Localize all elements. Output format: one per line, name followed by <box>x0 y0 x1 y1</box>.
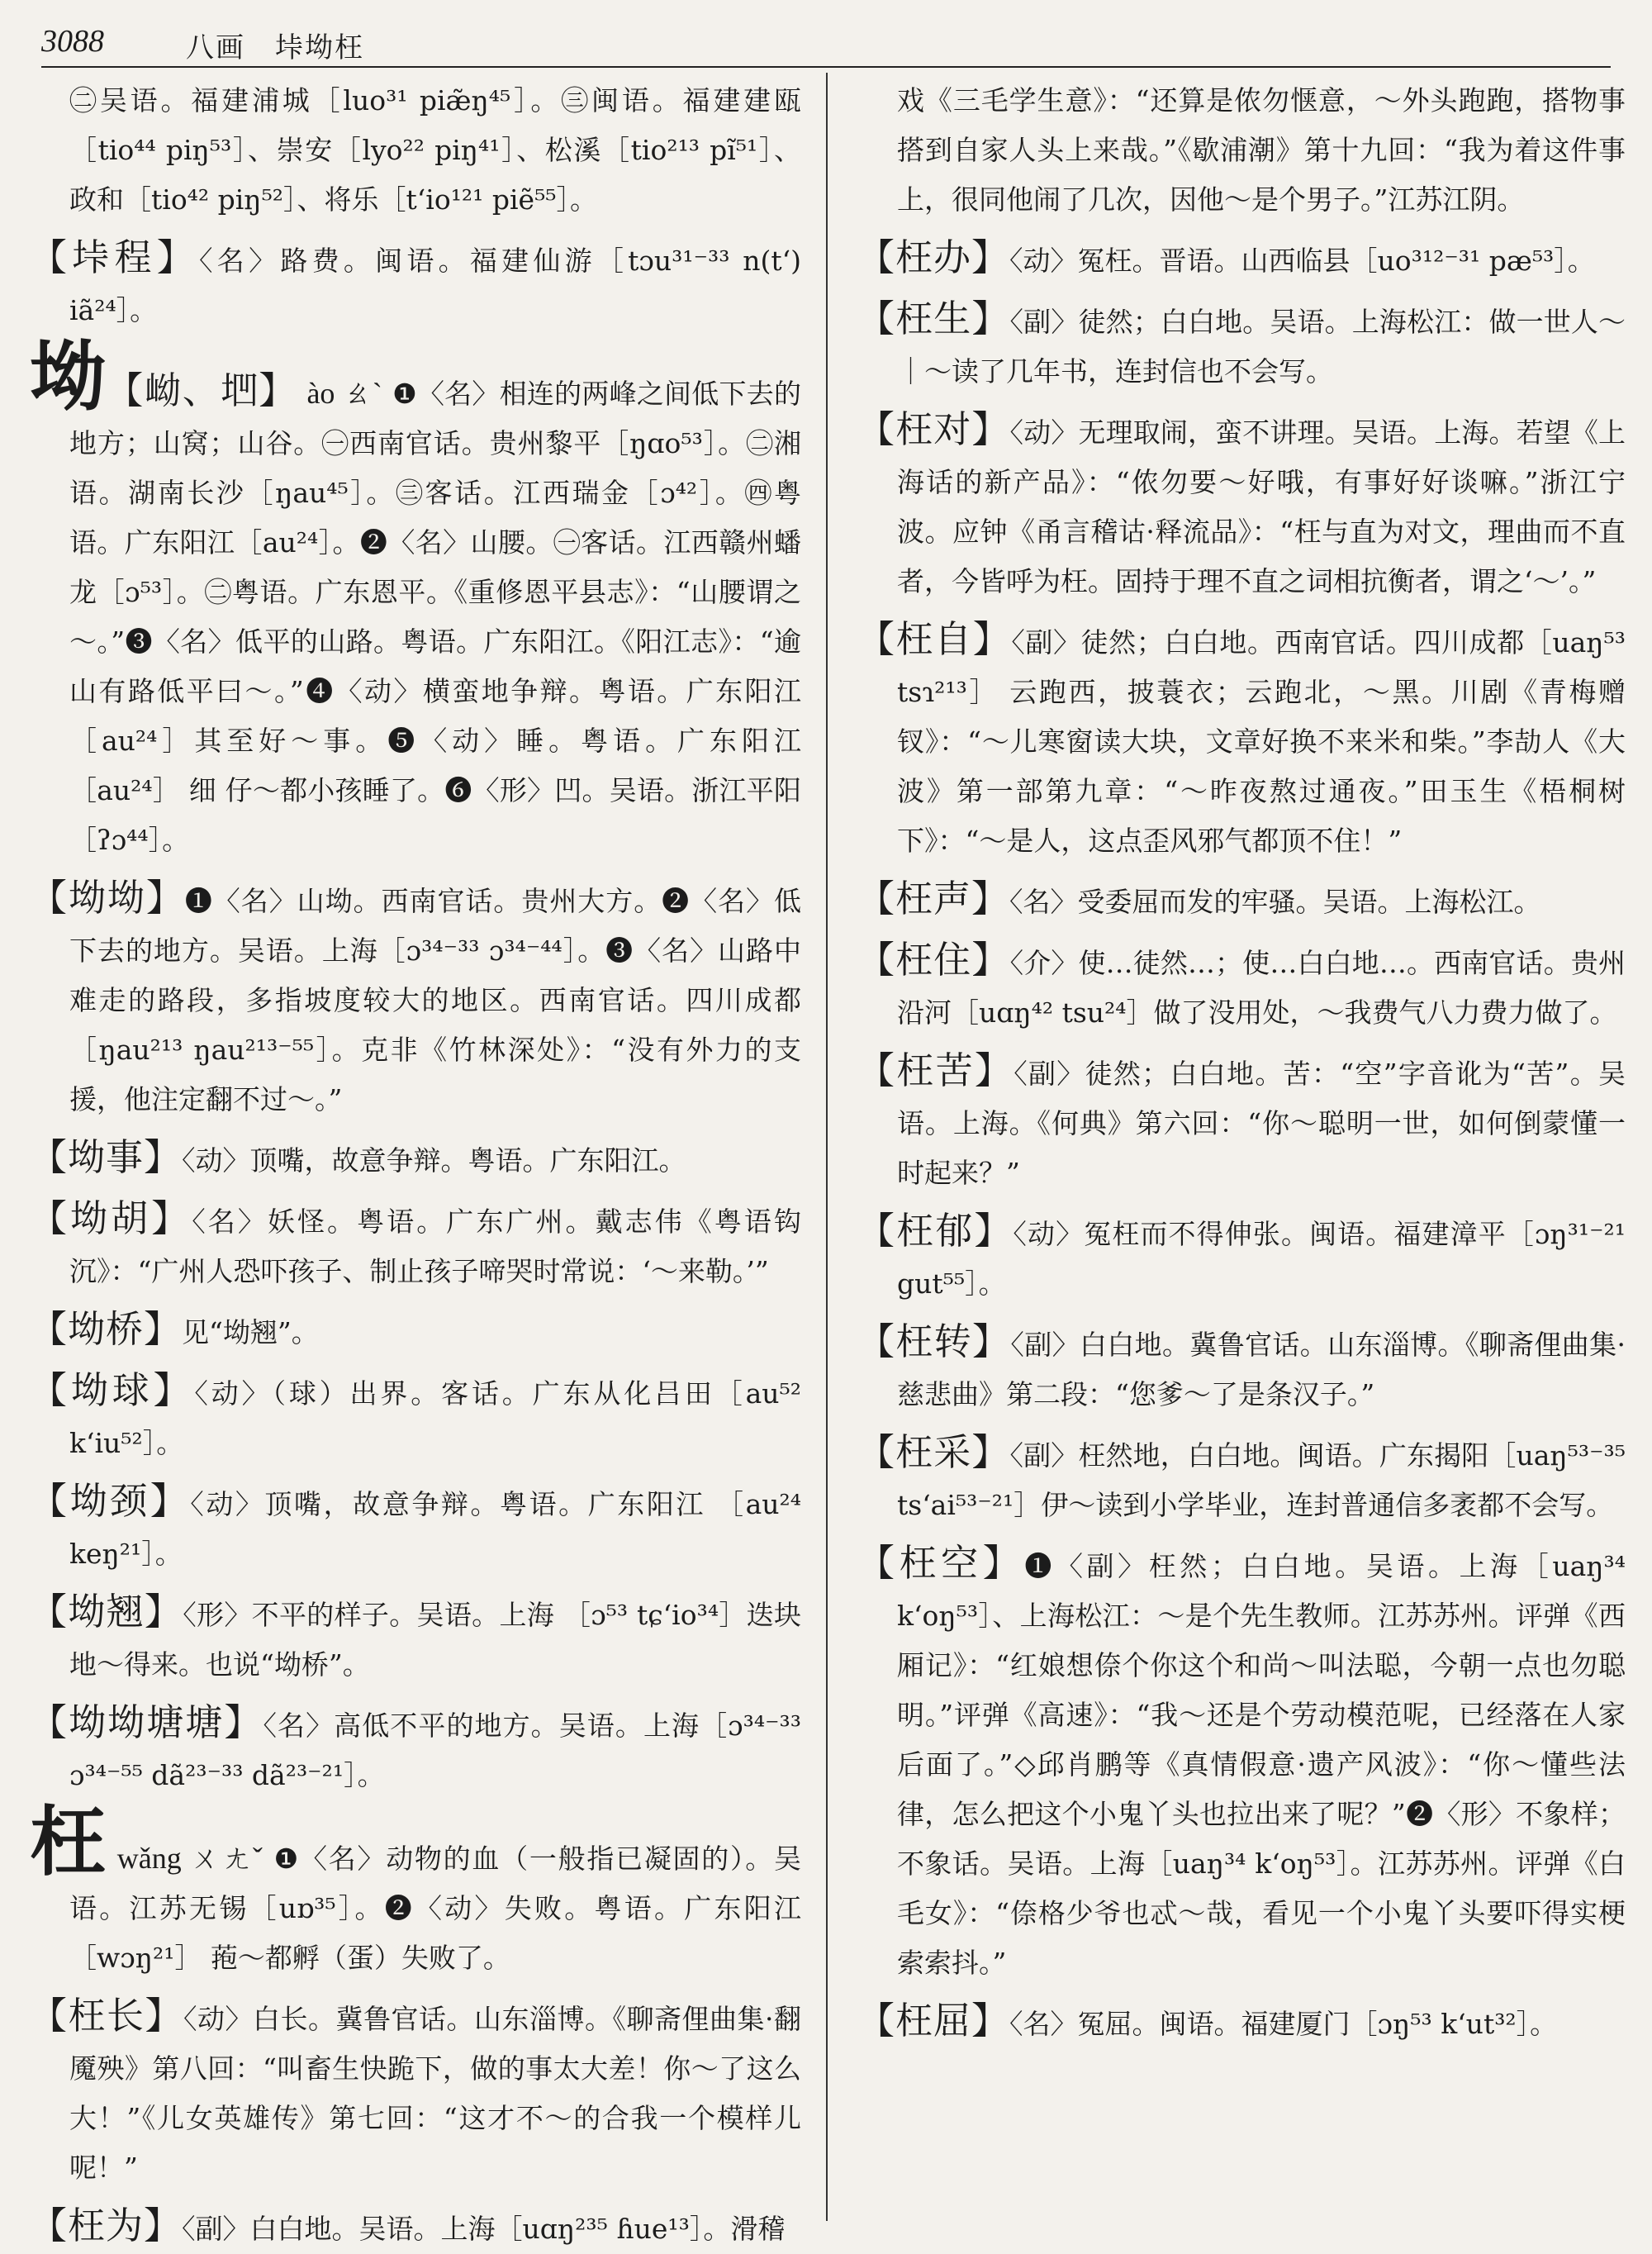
entry-headword: 【坳事】 <box>30 1135 183 1179</box>
entry-definition: 〈动〉白长。冀鲁官话。山东淄博。《聊斋俚曲集·翻魇殃》第八回：“叫畜生快跪下，做的事太大差！你～了这么大！”《儿女英雄传》第七回：“这才不～的合我一个模样儿呢！” <box>69 2003 801 2184</box>
entry-definition: ㊁吴语。福建浦城［luo³¹ piæ̃ŋ⁴⁵］。㊂闽语。福建建瓯［tio⁴⁴ piŋ⁵³］、崇安［lyo²² piŋ⁴¹］、松溪［tio²¹³ pĩ⁵¹］、政和［tio⁴² piŋ⁵²］、将乐［t‘io¹²¹ piẽ⁵⁵］。 <box>69 84 801 216</box>
entry-headword: 【坳颈】 <box>30 1479 191 1523</box>
entry-headword: 【坳坳】 <box>30 876 185 920</box>
column-divider <box>826 73 828 2221</box>
dictionary-entry <box>857 1317 1626 1419</box>
entry-definition: 见“坳翘”。 <box>182 1316 319 1348</box>
entry-definition: 〈动〉（球）出界。客话。广东从化吕田［au⁵² k‘iu⁵²］。 <box>69 1377 801 1459</box>
entry-definition: 〈名〉路费。闽语。福建仙游［tɔu³¹⁻³³ n(t‘) iã²⁴］。 <box>69 245 801 326</box>
head-character: 枉 <box>30 1797 107 1886</box>
entry-headword: 【枉转】 <box>857 1320 1011 1363</box>
dictionary-entry <box>30 1305 801 1358</box>
dictionary-entry <box>30 1366 801 1468</box>
entry-definition: 〈动〉顶嘴，故意争辩。粤语。广东阳江 ［au²⁴ keŋ²¹］。 <box>69 1488 801 1570</box>
entry-headword: 【枉对】 <box>857 407 1010 451</box>
entry-headword: 【坳坳塘塘】 <box>30 1700 263 1744</box>
entry-definition: 〈副〉枉然地，白白地。闽语。广东揭阳［uaŋ⁵³⁻³⁵ ts‘ai⁵³⁻²¹］伊～读到小学毕业，连封普通信多袤都不会写。 <box>897 1439 1626 1521</box>
entry-headword: 【枉自】 <box>857 617 1012 661</box>
dictionary-entry <box>857 233 1626 286</box>
entry-definition: 戏《三毛学生意》：“还算是侬勿惬意，～外头跑跑，搭物事搭到自家人头上来哉。”《歇浦潮》第十九回：“我为着这件事上，很同他闹了几次，因他～是个男子。”江苏江阴。 <box>897 84 1626 216</box>
entry-headword: 【坳翘】 <box>30 1590 183 1633</box>
entry-headword: 【枉郁】 <box>857 1209 1014 1253</box>
entry-headword: 【枉屈】 <box>857 1999 1010 2042</box>
entry-definition: 〈副〉徒然；白白地。苦：“空”字音讹为“苦”。吴语。上海。《何典》第六回：“你～聪明一世，如何倒蒙懂一时起来？” <box>897 1058 1626 1189</box>
dictionary-entry <box>30 1698 801 1800</box>
dictionary-entry <box>30 233 801 335</box>
entry-definition: 〈名〉高低不平的地方。吴语。上海［ɔ³⁴⁻³³ ɔ³⁴⁻⁵⁵ dã²³⁻³³ dã²³⁻²¹］。 <box>69 1710 801 1791</box>
dictionary-entry <box>857 935 1626 1038</box>
entry-definition: 〈动〉顶嘴，故意争辩。粤语。广东阳江。 <box>182 1144 686 1177</box>
entry-headword: 【枉办】 <box>857 235 1010 279</box>
entry-headword: 【枉空】 <box>857 1541 1025 1585</box>
dictionary-entry <box>30 1194 801 1296</box>
entry-definition: 〈动〉冤枉而不得伸张。闽语。福建漳平［ɔŋ³¹⁻²¹ gut⁵⁵］。 <box>897 1218 1626 1300</box>
entry-headword: 【坳球】 <box>30 1368 195 1412</box>
pinyin-reading: wǎng ㄨㄤˇ <box>116 1842 264 1875</box>
entry-headword: 【枉采】 <box>857 1430 1010 1474</box>
continued-text <box>857 76 1626 225</box>
left-column <box>30 76 801 2247</box>
dictionary-entry <box>857 1046 1626 1198</box>
entry-definition: 〈副〉白白地。冀鲁官话。山东淄博。《聊斋俚曲集·慈悲曲》第二段：“您爹～了是条汉子。” <box>897 1329 1626 1410</box>
entry-definition: ❶〈副〉枉然；白白地。吴语。上海［uaŋ³⁴ k‘oŋ⁵³］、上海松江：～是个先生教师。江苏苏州。评弹《西厢记》：“红娘想倷个你这个和尚～叫法聪，今朝一点也勿聪明。”评弹《高速》：“我～还是个劳动模范呢，已经落在人家后面了。”◇邱肖鹏等《真情假意·遗产风波》：“你～懂些法律，怎么把这个小鬼丫头也拉出来了呢？”❷〈形〉不象样；不象话。吴语。上海［uaŋ³⁴ k‘oŋ⁵³］。江苏苏州。评弹《白毛女》：“倷格少爷也忒～哉，看见一个小鬼丫头要吓得实梗索索抖。” <box>897 1550 1626 1979</box>
entry-definition: 〈动〉无理取闹，蛮不讲理。吴语。上海。若望《上海话的新产品》：“侬勿要～好哦，有事好好谈嘛。”浙江宁波。应钟《甬言稽诂·释流品》：“枉与直为对文，理曲而不直者，今皆呼为枉。固持于理不直之词相抗衡者，谓之‘～’。” <box>897 416 1626 597</box>
dictionary-entry <box>857 1206 1626 1309</box>
continued-text <box>30 76 801 225</box>
entry-definition: ❶〈名〉山坳。西南官话。贵州大方。❷〈名〉低下去的地方。吴语。上海［ɔ³⁴⁻³³ ɔ³⁴⁻⁴⁴］。❸〈名〉山路中难走的路段，多指坡度较大的地区。西南官话。四川成都［ŋau²¹³ ŋau²¹³⁻⁵⁵］。克非《竹林深处》：“没有外力的支援，他注定翻不过～。” <box>69 885 801 1115</box>
entry-definition: 〈副〉徒然；白白地。西南官话。四川成都［uaŋ⁵³ tsɿ²¹³］ 云跑西，披蓑衣；云跑北，～黑。川剧《青梅赠钗》：“～儿寒窗读大块，文章好换不来米和柴。”李劼人《大波》第一部第九章：“～昨夜熬过通夜。”田玉生《梧桐树下》：“～是人，这点歪风邪气都顶不住！” <box>897 626 1626 857</box>
dictionary-entry <box>30 1587 801 1690</box>
entry-headword: 【坳桥】 <box>30 1307 183 1351</box>
dictionary-entry <box>857 1538 1626 1988</box>
pinyin-reading: ào ㄠˋ <box>306 377 383 410</box>
entry-headword: 【枉为】 <box>30 2204 183 2247</box>
dictionary-entry <box>30 1477 801 1579</box>
character-entry <box>30 1797 801 1983</box>
entry-headword: 【枉生】 <box>857 297 1010 340</box>
entry-definition: ❶〈名〉相连的两峰之间低下去的地方；山窝；山谷。㊀西南官话。贵州黎平［ŋɑo⁵³］。㊁湘语。湖南长沙［ŋau⁴⁵］。㊂客话。江西瑞金［ɔ⁴²］。㊃粤语。广东阳江［au²⁴］。❷〈名〉山腰。㊀客话。江西赣州蟠龙［ɔ⁵³］。㊁粤语。广东恩平。《重修恩平县志》：“山腰谓之～。”❸〈名〉低平的山路。粤语。广东阳江。《阳江志》：“逾山有路低平曰～。”❹〈动〉横蛮地争辩。粤语。广东阳江［au²⁴］其至好～事。❺〈动〉睡。粤语。广东阳江［au²⁴］ 细 仔～都小孩睡了。❻〈形〉凹。吴语。浙江平阳［ʔɔ⁴⁴］。 <box>69 378 801 856</box>
entry-definition: 〈动〉冤枉。晋语。山西临县［uo³¹²⁻³¹ pæ⁵³］。 <box>1009 245 1595 277</box>
entry-definition: ❶〈名〉动物的血（一般指已凝固的）。吴语。江苏无锡［uɒ³⁵］。❷〈动〉失败。粤语。广东阳江［wɔŋ²¹］ 菢～都孵（蛋）失败了。 <box>69 1843 801 1974</box>
dictionary-entry <box>857 1996 1626 2049</box>
entry-definition: 〈形〉不平的样子。吴语。上海 ［ɔ⁵³ tɕ‘io³⁴］迭块地～得来。也说“坳桥”。 <box>69 1599 801 1681</box>
variant-characters: 【岰、垇】 <box>106 369 297 412</box>
dictionary-entry <box>857 874 1626 927</box>
page-header <box>41 23 1611 64</box>
character-entry <box>30 332 801 865</box>
dictionary-entry <box>857 294 1626 397</box>
right-column <box>857 76 1626 2216</box>
header-rule <box>41 66 1611 68</box>
dictionary-entry <box>30 2201 801 2254</box>
entry-definition: 〈名〉冤屈。闽语。福建厦门［ɔŋ⁵³ k‘ut³²］。 <box>1009 2008 1558 2040</box>
entry-definition: 〈名〉妖怪。粤语。广东广州。戴志伟《粤语钩沉》：“广州人恐吓孩子、制止孩子啼哭时常说：‘～来勒。’” <box>69 1205 801 1287</box>
dictionary-entry <box>30 1991 801 2193</box>
dictionary-entry <box>30 1133 801 1186</box>
entry-headword: 【垰程】 <box>30 235 200 279</box>
page-number: 3088 <box>41 24 104 59</box>
entry-headword: 【坳胡】 <box>30 1196 192 1240</box>
entry-definition: 〈介〉使…徒然…；使…白白地…。西南官话。贵州沿河［uɑŋ⁴² tsu²⁴］做了没用处，～我费气八力费力做了。 <box>897 947 1626 1029</box>
running-head: 八画 垰坳枉 <box>186 31 364 64</box>
entry-headword: 【枉声】 <box>857 877 1010 920</box>
dictionary-entry <box>857 405 1626 606</box>
dictionary-entry <box>857 1428 1626 1530</box>
entry-definition: 〈名〉受委屈而发的牢骚。吴语。上海松江。 <box>1009 886 1541 918</box>
dictionary-entry <box>857 615 1626 866</box>
entry-headword: 【枉住】 <box>857 938 1010 982</box>
dictionary-entry <box>30 873 801 1125</box>
entry-definition: 〈副〉徒然；白白地。吴语。上海松江：做一世人～｜～读了几年书，连封信也不会写。 <box>897 306 1626 388</box>
entry-definition: 〈副〉白白地。吴语。上海［uɑŋ²³⁵ ɦue¹³］。滑稽 <box>182 2213 786 2245</box>
entry-headword: 【枉苦】 <box>857 1049 1014 1092</box>
entry-headword: 【枉长】 <box>30 1994 183 2038</box>
head-character: 坳 <box>30 332 107 421</box>
